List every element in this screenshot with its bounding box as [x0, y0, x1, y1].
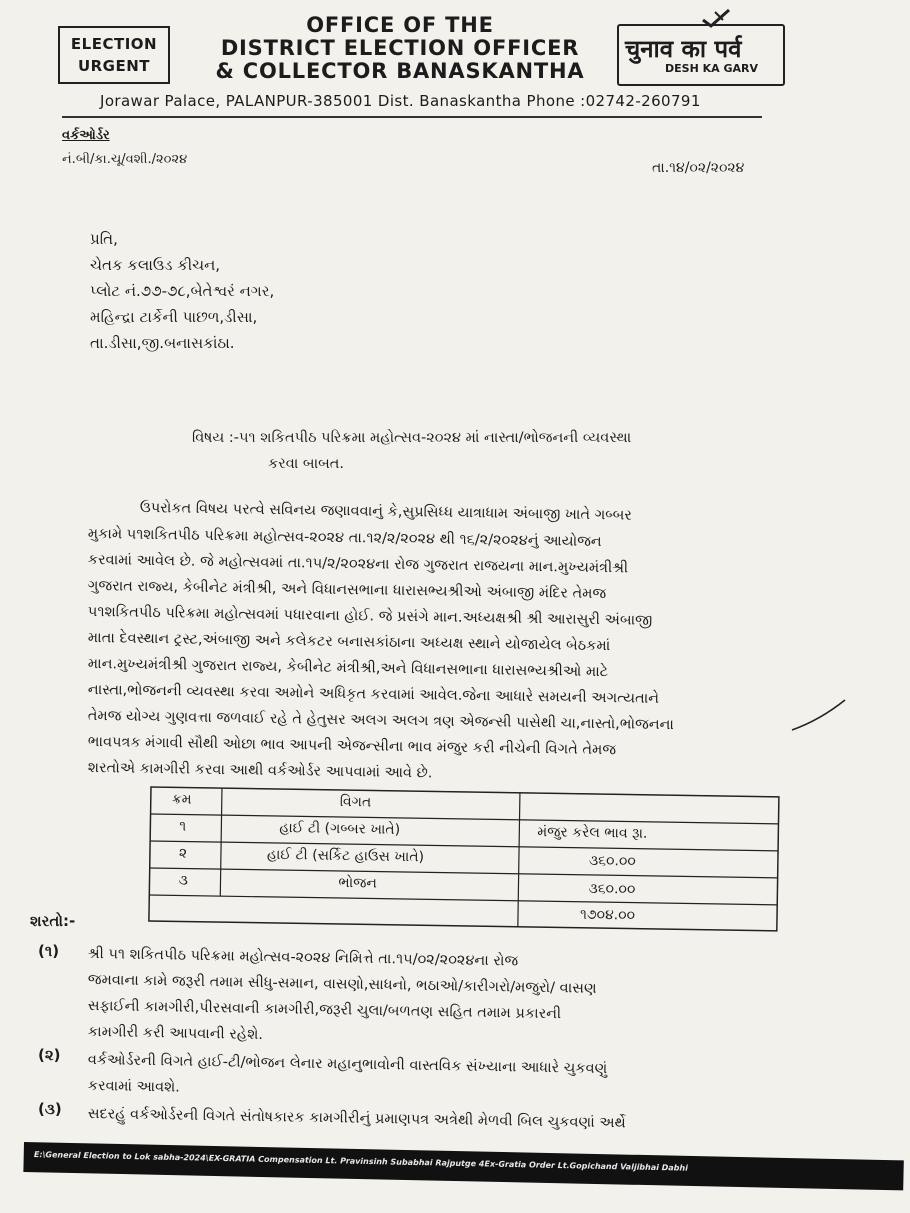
body-line: ભાવપત્રક મંગાવી સૌથી ઓછા ભાવ આપની એજન્સીના ભાવ મંજુર કરી નીચેની વિગતે તેમજ [87, 734, 617, 759]
office-address: Jorawar Palace, PALANPUR-385001 Dist. Banaskantha Phone :02742-260791 [100, 92, 701, 110]
body-line: નાસ્તા,ભોજનની વ્યવસ્થા કરવા અમોને અધિકૃત કરવામાં આવેલ.જેના આધારે સમયની અગત્યતાને [87, 682, 660, 707]
rate-table [148, 786, 780, 936]
logo-english-text: DESH KA GARV [665, 62, 758, 75]
condition-number: (૨) [38, 1046, 61, 1064]
condition-line: સદરહું વર્કઓર્ડરની વિગતે સંતોષકારક કામગીરીનું પ્રમાણપત્ર અત્રેથી મેળવી બિલ ચુકવણાં અર્થે [87, 1106, 626, 1132]
body-line: કરવામાં આવેલ છે. જે મહોત્સવમાં તા.૧૫/૨/૨૦૨૪ના રોજ ગુજરાત રાજયના માન.મુખ્યમંત્રીશ્રી [87, 552, 629, 577]
table-cell-serial: ૩ [178, 872, 188, 889]
table-cell-detail: હાઈ ટી (સર્કિટ હાઉસ ખાતે) [266, 846, 425, 866]
pen-mark-icon [790, 690, 850, 750]
office-line-2: DISTRICT ELECTION OFFICER [220, 36, 580, 60]
recipient-line-2: પ્લોટ નં.૭૭-૭૮,બેતેશ્વરં નગર, [90, 282, 275, 300]
subject-line-2: કરવા બાબત. [268, 456, 344, 472]
logo-hindi-text: चुनाव का पर्व [625, 35, 742, 63]
table-cell-rate: ૧૭૦૪.૦૦ [579, 906, 636, 924]
recipient-line-4: તા.ડીસા,જી.બનાસકાંઠા. [90, 334, 235, 352]
condition-line: સફાઈની કામગીરી,પીરસવાની કામગીરી,જરૂરી ચુલા/બળતણ સહિત તમામ પ્રકારની [87, 998, 562, 1023]
condition-line: કરવામાં આવશે. [87, 1078, 180, 1096]
office-title [200, 14, 600, 83]
table-header-serial: ક્રમ [171, 791, 192, 808]
box-line-2: URGENT [77, 57, 151, 75]
body-line: ગુજરાત રાજ્ય, કેબીનેટ મંત્રીશ્રી, અને વિધાનસભાના ધારાસભ્યશ્રીઓ અંબાજી મંદિર તેમજ [87, 578, 607, 603]
body-line: મુકામે ૫૧શકિતપીઠ પરિક્રમા મહોત્સવ-૨૦૨૪ તા.૧૨/૨/૨૦૨૪ થી ૧૬/૨/૨૦૨૪નું આયોજન [87, 526, 602, 551]
condition-number: (૩) [38, 1100, 62, 1118]
footer-file-path: E:\General Election to Lok sabha-2024\EX-GRATIA Compensation Lt. Pravinsinh Subabhai Rajputge 4Ex-Gratia Order Lt.Gopichand Valjibhai Dabhi [33, 1150, 688, 1173]
body-line: શરતોએ કામગીરી કરવા આથી વર્કઓર્ડર આપવામાં આવે છે. [87, 760, 433, 782]
condition-number: (૧) [38, 942, 60, 960]
body-line: તેમજ યોગ્ય ગુણવત્તા જળવાઈ રહે તે હેતુસર અલગ અલગ ત્રણ એજન્સી પાસેથી ચા,નાસ્તો,ભોજનના [87, 708, 675, 734]
header-rule [62, 116, 762, 118]
subject-line-1: વિષય :-૫૧ શકિતપીઠ પરિક્રમા મહોત્સવ-૨૦૨૪ માં નાસ્તા/ભોજનની વ્યવસ્થા [192, 430, 632, 446]
recipient-line-3: મહિન્દ્રા ટાર્કેની પાછળ,ડીસા, [90, 308, 258, 326]
letter-date: તા.૧૪/૦૨/૨૦૨૪ [652, 160, 745, 176]
table-cell-rate: ૩૬૦.૦૦ [588, 880, 636, 898]
body-line: માતા દેવસ્થાન ટ્રસ્ટ,અંબાજી અને કલેકટર બનાસકાંઠાના અધ્યક્ષ સ્થાને યોજાયેલ બેઠકમાં [87, 630, 611, 655]
office-line-3: & COLLECTOR BANASKANTHA [215, 59, 585, 83]
table-header-rate: મંજુર કરેલ ભાવ રૂા. [537, 824, 648, 842]
table-cell-serial: ૧ [179, 818, 187, 835]
election-urgent-box [58, 26, 170, 84]
table-cell-detail: હાઈ ટી (ગબ્બર ખાતે) [279, 820, 401, 838]
recipient-line-1: ચેતક કલાઉડ કીચન, [90, 256, 221, 274]
reference-number: નં.બી/કા.ચૂ/વશી./૨૦૨૪ [62, 152, 188, 167]
condition-line: કામગીરી કરી આપવાની રહેશે. [87, 1024, 264, 1044]
conditions-label: શરતો:- [30, 912, 76, 930]
condition-line: જમવાના કામે જરૂરી તમામ સીધુ-સમાન, વાસણો,સાધનો, ભઠાઓ/કારીગરો/મજુરો/ વાસણ [87, 972, 597, 997]
body-line: ઉપરોકત વિષય પરત્વે સવિનય જણાવવાનું કે,સુપ્રસિધ્ધ યાત્રાધામ અંબાજી ખાતે ગબ્બર [139, 500, 632, 524]
table-cell-rate: ૩૬૦.૦૦ [588, 852, 636, 870]
table-header-detail: વિગત [339, 793, 372, 811]
chunav-ka-parv-logo [617, 8, 785, 88]
work-order-label: વર્કઓર્ડર [62, 128, 110, 143]
box-line-1: ELECTION [70, 35, 158, 53]
table-cell-detail: ભોજન [338, 874, 377, 892]
condition-line: વર્કઓર્ડરની વિગતે હાઈ-ટી/ભોજન લેનાર મહાનુભાવોની વાસ્તવિક સંખ્યાના આધારે ચુકવણું [87, 1052, 608, 1078]
body-line: માન.મુખ્યમંત્રીશ્રી ગુજરાત રાજ્ય, કેબીનેટ મંત્રીશ્રી,અને વિધાનસભાના ધારાસભ્યશ્રીઓ માટે [87, 656, 609, 681]
condition-line: શ્રી ૫૧ શકિતપીઠ પરિક્રમા મહોત્સવ-૨૦૨૪ નિમિત્તે તા.૧૫/૦૨/૨૦૨૪ના રોજ [87, 946, 519, 970]
office-line-1: OFFICE OF THE [306, 13, 494, 37]
recipient-salutation: પ્રતિ, [90, 230, 118, 248]
body-line: ૫૧શકિતપીઠ પરિક્રમા મહોત્સવમાં પધારવાના હોઈ. જે પ્રસંગે માન.અધ્યક્ષશ્રી શ્રી આરાસુરી અંબાજી [87, 604, 653, 629]
table-cell-serial: ૨ [178, 845, 188, 862]
rate-table-grid [148, 786, 780, 936]
